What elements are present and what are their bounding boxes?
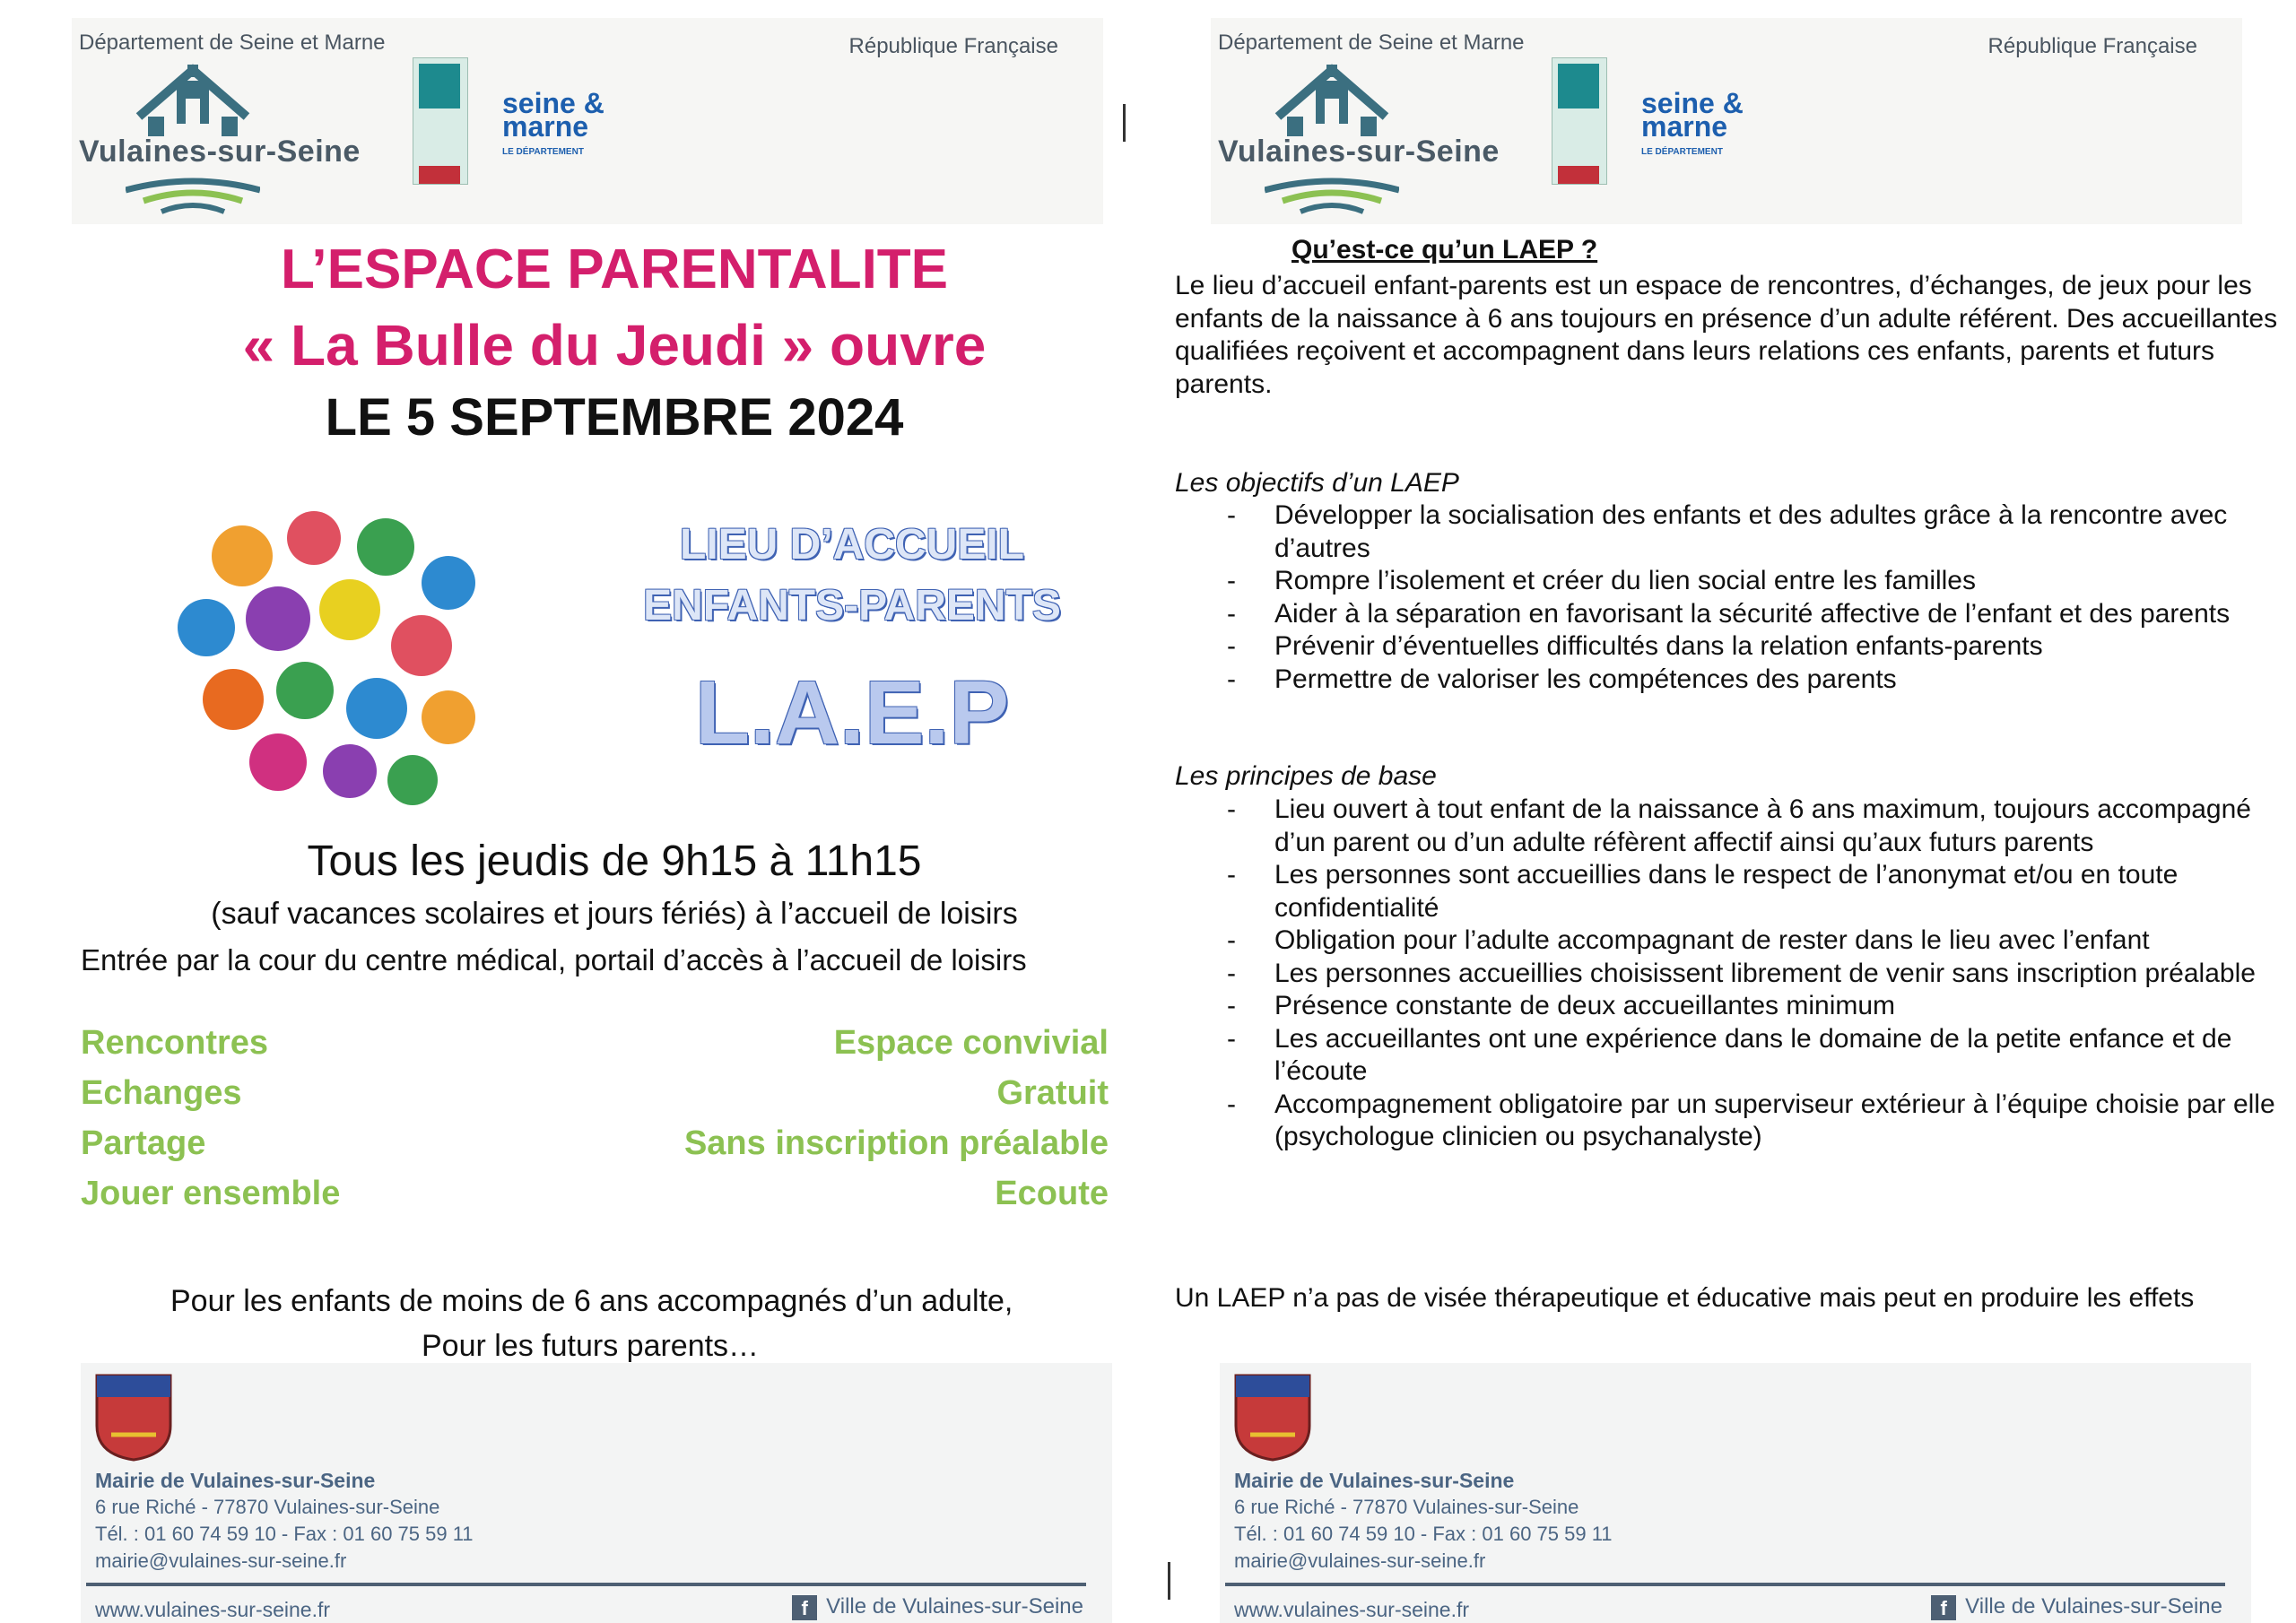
facebook-link[interactable] xyxy=(1931,1594,2222,1620)
laep-closing: Un LAEP n’a pas de visée thérapeutique et éducative mais peut en produire les effets xyxy=(1175,1283,2195,1313)
keyword-left: Rencontres xyxy=(81,1024,269,1062)
footer xyxy=(1220,1363,2251,1623)
list-item: - Lieu ouvert à tout enfant de la naissance à 6 ans maximum, toujours accompagné d’un parent ou d’un adulte réfèrent affectif ainsi qu’aux futurs parents xyxy=(1175,794,2278,859)
opening-date: LE 5 SEPTEMBRE 2024 xyxy=(325,388,904,447)
town-name: Vulaines-sur-Seine xyxy=(1218,135,1500,169)
principles-title: Les principes de base xyxy=(1175,761,1437,791)
website-link[interactable]: www.vulaines-sur-seine.fr xyxy=(1234,1598,1470,1621)
coat-of-arms-icon xyxy=(1232,1372,1313,1462)
list-item: - Aider à la séparation en favorisant la sécurité affective de l’enfant et des parents xyxy=(1175,598,2278,631)
caf-logo xyxy=(413,57,468,185)
list-item: - Les personnes sont accueillies dans le respect de l’anonymat et/ou en toute confidentialité xyxy=(1175,859,2278,924)
republic-label: République Française xyxy=(1987,34,2197,58)
republic-label: République Française xyxy=(848,34,1058,58)
seine-et-marne-logo xyxy=(502,87,628,172)
mairie-address: 6 rue Riché - 77870 Vulaines-sur-Seine xyxy=(1234,1496,1579,1518)
objectives-list xyxy=(1175,499,2278,696)
schedule: Tous les jeudis de 9h15 à 11h15 xyxy=(307,838,922,885)
laep-line-2: ENFANTS-PARENTS xyxy=(643,582,1061,629)
list-item: - Présence constante de deux accueillantes minimum xyxy=(1175,990,2278,1023)
list-item: - Les accueillantes ont une expérience dans le domaine de la petite enfance et de l’écoute xyxy=(1175,1023,2278,1089)
laep-heading: Qu’est-ce qu’un LAEP ? xyxy=(1292,235,1598,265)
seine-et-marne-text: seine & marne xyxy=(502,87,604,143)
keyword-left: Echanges xyxy=(81,1074,242,1112)
flyer-back xyxy=(1148,0,2296,1623)
caf-logo-icon xyxy=(1558,64,1599,108)
laep-line-1: LIEU D’ACCUEIL xyxy=(680,521,1024,568)
principles-list xyxy=(1175,794,2278,1154)
objectives-title: Les objectifs d’un LAEP xyxy=(1175,468,1459,498)
caf-label-icon xyxy=(1558,166,1599,184)
laep-intro: Le lieu d’accueil enfant-parents est un espace de rencontres, d’échanges, de jeux pour les enfants de la naissance à 6 ans toujours en présence d’un adulte référent. Des accueillantes qualifiées reçoivent et accompagnent dans leurs relations ces enfants, parents et futurs parents. xyxy=(1175,271,2278,399)
list-item: - Prévenir d’éventuelles difficultés dans la relation enfants-parents xyxy=(1175,630,2278,664)
keyword-left: Jouer ensemble xyxy=(81,1175,341,1212)
website-link[interactable]: www.vulaines-sur-seine.fr xyxy=(95,1598,331,1621)
mairie-name: Mairie de Vulaines-sur-Seine xyxy=(95,1469,376,1492)
list-item: - Rompre l’isolement et créer du lien social entre les familles xyxy=(1175,565,2278,598)
keyword-right: Sans inscription préalable xyxy=(683,1124,1109,1162)
mairie-email-link[interactable]: mairie@vulaines-sur-seine.fr xyxy=(95,1549,347,1572)
footer-divider xyxy=(1225,1583,2225,1586)
waves-logo-icon xyxy=(126,178,260,217)
title-line-2: « La Bulle du Jeudi » ouvre xyxy=(242,313,987,378)
colorful-hands-icon xyxy=(135,475,529,825)
seine-et-marne-logo xyxy=(1641,87,1767,172)
list-item: - Obligation pour l’adulte accompagnant de rester dans le lieu avec l’enfant xyxy=(1175,924,2278,958)
mairie-email-link[interactable]: mairie@vulaines-sur-seine.fr xyxy=(1234,1549,1486,1572)
coat-of-arms-icon xyxy=(93,1372,174,1462)
header-banner xyxy=(1211,18,2242,224)
waves-logo-icon xyxy=(1265,178,1399,217)
facebook-icon: f xyxy=(1931,1595,1956,1620)
department-label: Département de Seine et Marne xyxy=(1218,30,1525,55)
page-divider xyxy=(1123,104,1126,142)
laep-acronym: L.A.E.P xyxy=(694,663,1010,763)
town-hall-icon xyxy=(1269,63,1395,143)
facebook-label: Ville de Vulaines-sur-Seine xyxy=(1965,1594,2222,1619)
caf-logo xyxy=(1552,57,1607,185)
mairie-phone: Tél. : 01 60 74 59 10 - Fax : 01 60 75 59 11 xyxy=(95,1523,474,1545)
caf-label-icon xyxy=(419,166,460,184)
facebook-label: Ville de Vulaines-sur-Seine xyxy=(826,1594,1083,1619)
schedule-note: (sauf vacances scolaires et jours fériés) à l’accueil de loisirs xyxy=(211,897,1018,931)
header-banner xyxy=(72,18,1103,224)
department-label: Département de Seine et Marne xyxy=(79,30,386,55)
town-name: Vulaines-sur-Seine xyxy=(79,135,361,169)
footer xyxy=(81,1363,1112,1623)
town-hall-icon xyxy=(130,63,256,143)
keyword-right: Gratuit xyxy=(996,1074,1109,1112)
seine-et-marne-sub: LE DÉPARTEMENT xyxy=(502,147,584,157)
title-line-1: L’ESPACE PARENTALITE xyxy=(280,239,949,300)
mairie-name: Mairie de Vulaines-sur-Seine xyxy=(1234,1469,1515,1492)
list-item: - Accompagnement obligatoire par un superviseur extérieur à l’équipe choisie par elle (psychologue clinicien ou psychanalyste) xyxy=(1175,1089,2278,1154)
seine-et-marne-sub: LE DÉPARTEMENT xyxy=(1641,147,1723,157)
keyword-right: Espace convivial xyxy=(833,1024,1109,1062)
list-item: - Permettre de valoriser les compétences des parents xyxy=(1175,664,2278,697)
keyword-right: Ecoute xyxy=(995,1175,1109,1212)
caf-logo-icon xyxy=(419,64,460,108)
seine-et-marne-text: seine & marne xyxy=(1641,87,1744,143)
list-item: - Les personnes accueillies choisissent librement de venir sans inscription préalable xyxy=(1175,958,2278,991)
facebook-icon: f xyxy=(792,1595,817,1620)
mairie-phone: Tél. : 01 60 74 59 10 - Fax : 01 60 75 59 11 xyxy=(1234,1523,1613,1545)
entrance-info: Entrée par la cour du centre médical, portail d’accès à l’accueil de loisirs xyxy=(81,943,1027,976)
mairie-address: 6 rue Riché - 77870 Vulaines-sur-Seine xyxy=(95,1496,440,1518)
keyword-left: Partage xyxy=(81,1124,206,1162)
list-item: - Développer la socialisation des enfants et des adultes grâce à la rencontre avec d’autres xyxy=(1175,499,2278,565)
audience-line-2: Pour les futurs parents… xyxy=(422,1329,760,1363)
facebook-link[interactable] xyxy=(792,1594,1083,1620)
footer-divider xyxy=(86,1583,1086,1586)
audience-line-1: Pour les enfants de moins de 6 ans accompagnés d’un adulte, xyxy=(170,1284,1013,1318)
